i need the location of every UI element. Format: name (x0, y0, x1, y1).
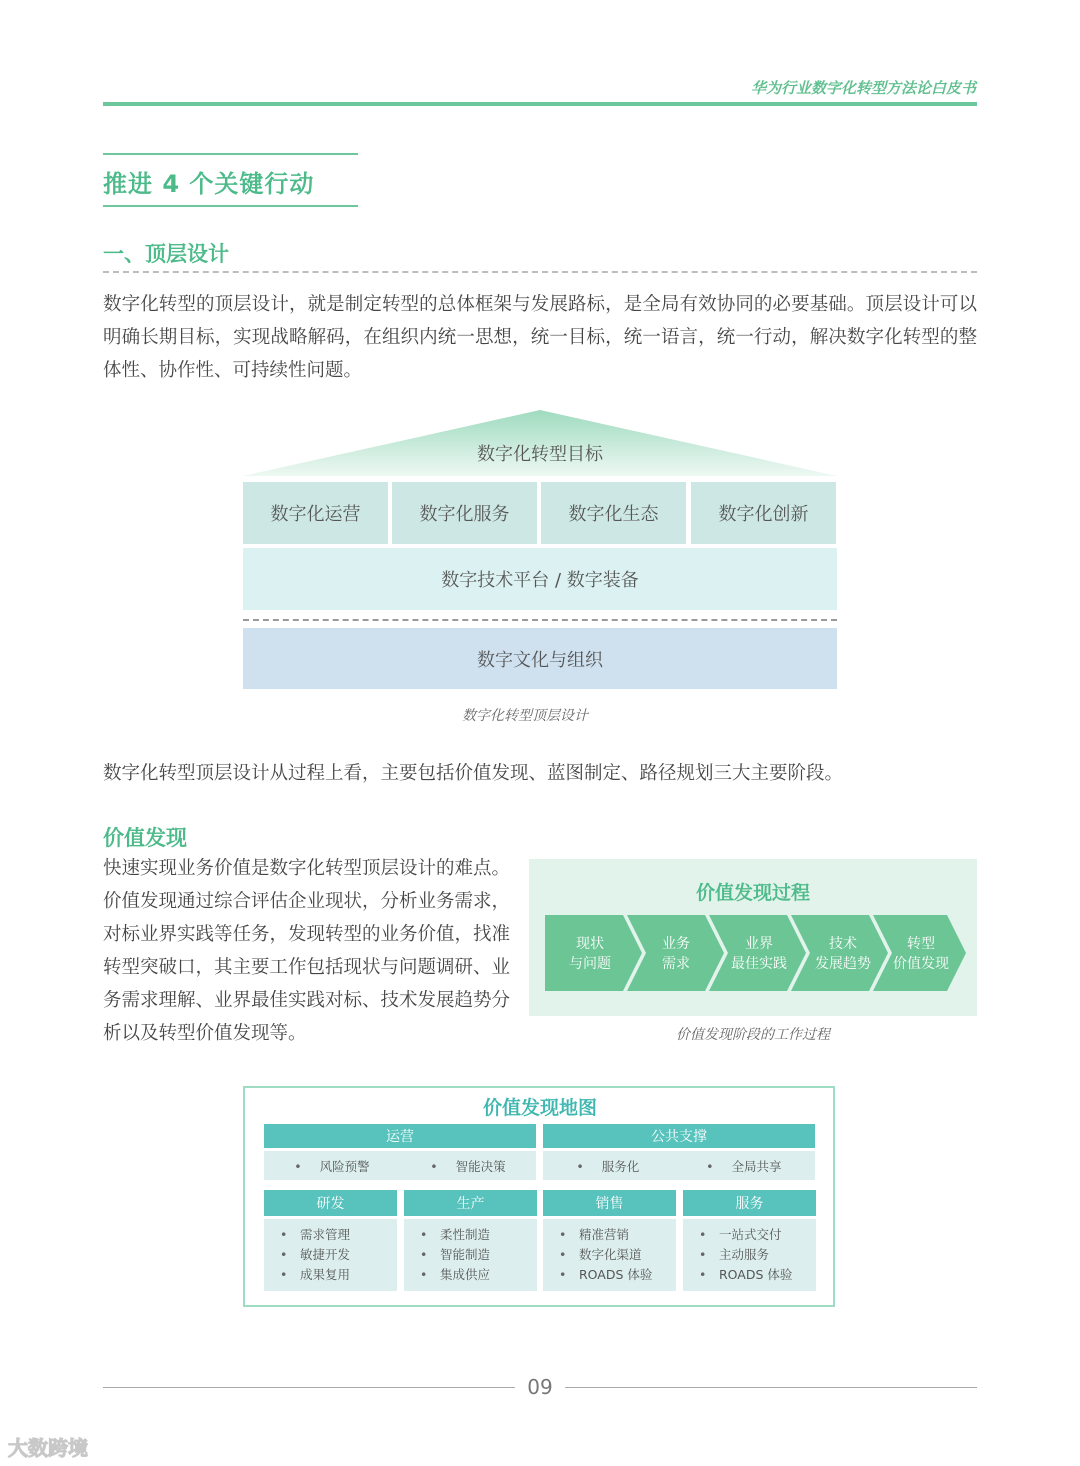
map-category-rnd: 研发 (264, 1190, 397, 1216)
page-number: 09 (527, 1375, 553, 1399)
footer-rule-right (565, 1387, 977, 1388)
list-item: • 全局共享 (706, 1157, 781, 1175)
intro-paragraph: 数字化转型的顶层设计，就是制定转型的总体框架与发展路标，是全局有效协同的必要基础。顶层设计可以明确长期目标，实现战略解码，在组织内统一思想，统一目标，统一语言，统一行动，解决数字化转型的整体性、协作性、可持续性问题。 (103, 294, 977, 381)
value-discovery-paragraph: 快速实现业务价值是数字化转型顶层设计的难点。价值发现通过综合评估企业现状，分析业务需求，对标业界实践等任务，发现转型的业务价值，找准转型突破口，其主要工作包括现状与问题调研、业务需求理解、业界最佳实践对标、技术发展趋势分析以及转型价值发现等。 (103, 858, 511, 1044)
step-label-3: 业界 最佳实践 (731, 936, 787, 972)
list-item: • 风险预警 (294, 1157, 369, 1175)
step-label-4: 技术 发展趋势 (815, 936, 871, 972)
header-divider (103, 102, 977, 106)
map-category-sales: 销售 (543, 1190, 676, 1216)
pillar-digital-innovation: 数字化创新 (691, 482, 836, 544)
document-header-title: 华为行业数字化转型方法论白皮书 (750, 79, 976, 97)
roof-label: 数字化转型目标 (477, 444, 603, 465)
process-chart-title: 价值发现过程 (695, 882, 810, 904)
process-paragraph: 数字化转型顶层设计从过程上看，主要包括价值发现、蓝图制定、路径规划三大主要阶段。 (103, 763, 844, 784)
map-category-production: 生产 (404, 1190, 537, 1216)
list-item: • 集成供应 (404, 1265, 537, 1285)
subsection-divider (103, 271, 977, 273)
list-item: • ROADS 体验 (543, 1265, 676, 1285)
pillar-digital-operations: 数字化运营 (243, 482, 388, 544)
map-category-public-support: 公共支撑 (543, 1124, 815, 1148)
map-category-operations-items (264, 1151, 536, 1180)
foundation-band: 数字文化与组织 (243, 628, 837, 689)
section-title: 推进 4 个关键行动 (103, 170, 315, 198)
list-item: • 精准营销 (543, 1225, 676, 1245)
platform-band: 数字技术平台 / 数字装备 (243, 548, 837, 610)
list-item: • 服务化 (576, 1157, 639, 1175)
map-category-public-support-items (543, 1151, 815, 1180)
footer-rule-left (103, 1387, 515, 1388)
list-item: • 数字化渠道 (543, 1245, 676, 1265)
map-category-rnd-items (264, 1219, 397, 1291)
map-category-service-items (683, 1219, 816, 1291)
subsection-title: 一、顶层设计 (103, 242, 229, 266)
step-label-5: 转型 价值发现 (893, 936, 949, 972)
house-diagram-caption: 数字化转型顶层设计 (462, 708, 588, 724)
map-category-sales-items (543, 1219, 676, 1291)
list-item: • 柔性制造 (404, 1225, 537, 1245)
pillar-digital-services: 数字化服务 (392, 482, 537, 544)
list-item: • ROADS 体验 (683, 1265, 816, 1285)
list-item: • 一站式交付 (683, 1225, 816, 1245)
process-chart-caption: 价值发现阶段的工作过程 (676, 1027, 830, 1043)
map-category-operations: 运营 (264, 1124, 536, 1148)
watermark: 大数跨境 (8, 1436, 88, 1460)
value-map-title: 价值发现地图 (482, 1097, 597, 1119)
step-label-2: 业务 需求 (662, 936, 690, 972)
list-item: • 成果复用 (264, 1265, 397, 1285)
step-label-1: 现状 与问题 (569, 936, 611, 972)
platform-divider (243, 619, 837, 621)
list-item: • 智能制造 (404, 1245, 537, 1265)
list-item: • 智能决策 (430, 1157, 505, 1175)
list-item: • 需求管理 (264, 1225, 397, 1245)
pillar-digital-ecosystem: 数字化生态 (541, 482, 686, 544)
list-item: • 敏捷开发 (264, 1245, 397, 1265)
value-discovery-heading: 价值发现 (103, 826, 187, 850)
list-item: • 主动服务 (683, 1245, 816, 1265)
map-category-service: 服务 (683, 1190, 816, 1216)
map-category-production-items (404, 1219, 537, 1291)
